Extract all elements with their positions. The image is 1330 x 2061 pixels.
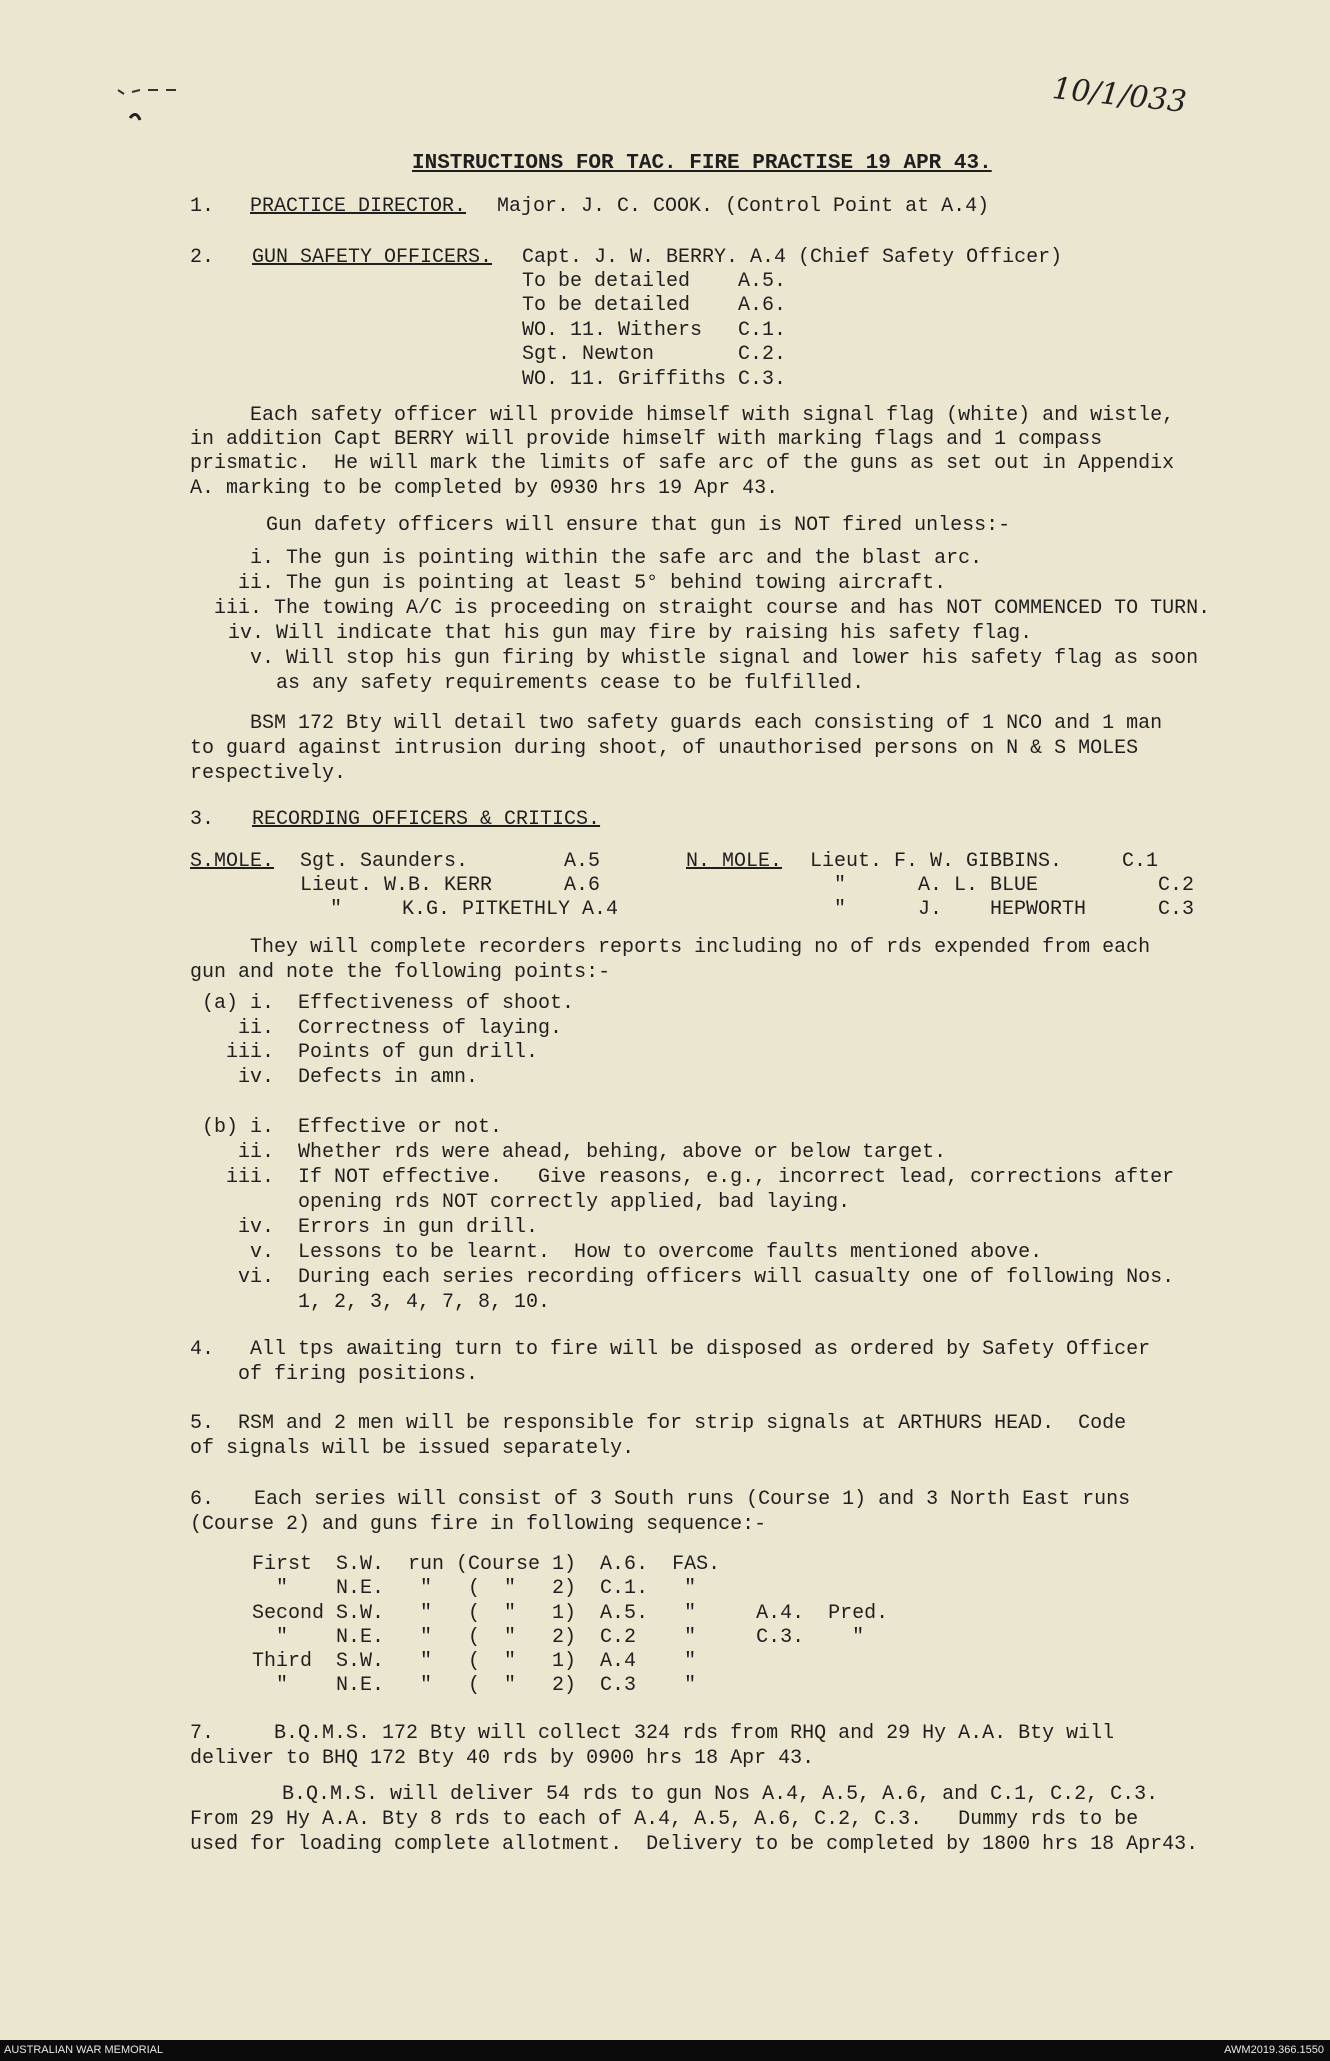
paragraph-line: Each safety officer will provide himself with signal flag (white) and wistle,	[250, 404, 1175, 427]
north-mole-row: " A. L. BLUE C.2	[834, 874, 1195, 897]
section-6-number: 6.	[190, 1488, 215, 1511]
paragraph-line: B.Q.M.S. 172 Bty will collect 324 rds from RHQ and 29 Hy A.A. Bty will	[274, 1722, 1115, 1745]
safety-officer-line: Capt. J. W. BERRY. A.4 (Chief Safety Officer)	[522, 246, 1063, 269]
north-mole-row: " J. HEPWORTH C.3	[834, 898, 1195, 921]
paragraph-line: deliver to BHQ 172 Bty 40 rds by 0900 hrs 18 Apr 43.	[190, 1747, 815, 1770]
paragraph-line: used for loading complete allotment. Delivery to be completed by 1800 hrs 18 Apr43.	[190, 1833, 1199, 1856]
safety-officer-line: WO. 11. Griffiths C.3.	[522, 368, 787, 391]
paragraph-line: All tps awaiting turn to fire will be disposed as ordered by Safety Officer	[250, 1338, 1151, 1361]
archive-footer	[0, 2040, 1330, 2061]
north-mole-label: N. MOLE.	[686, 850, 783, 873]
condition-item: ii. The gun is pointing at least 5° behind towing aircraft.	[238, 572, 947, 595]
paragraph-line: B.Q.M.S. will deliver 54 rds to gun Nos A.4, A.5, A.6, and C.1, C.2, C.3.	[282, 1783, 1159, 1806]
list-b-item: opening rds NOT correctly applied, bad laying.	[202, 1191, 851, 1214]
section-3-number: 3.	[190, 808, 215, 831]
condition-item: as any safety requirements cease to be fulfilled.	[276, 672, 865, 695]
list-a-item: iv. Defects in amn.	[202, 1066, 479, 1089]
list-b-item: (b) i. Effective or not.	[202, 1116, 503, 1139]
sequence-row: Third S.W. " ( " 1) A.4 "	[252, 1650, 697, 1673]
safety-officer-line: Sgt. Newton C.2.	[522, 343, 787, 366]
paragraph-line: (Course 2) and guns fire in following sequence:-	[190, 1513, 767, 1536]
paragraph-line: Each series will consist of 3 South runs (Course 1) and 3 North East runs	[254, 1488, 1131, 1511]
paragraph-line: RSM and 2 men will be responsible for strip signals at ARTHURS HEAD. Code	[238, 1412, 1127, 1435]
list-a-item: ii. Correctness of laying.	[202, 1017, 563, 1040]
paragraph-line: From 29 Hy A.A. Bty 8 rds to each of A.4, A.5, A.6, C.2, C.3. Dummy rds to be	[190, 1808, 1139, 1831]
sequence-row: " N.E. " ( " 2) C.1. "	[252, 1577, 697, 1600]
paragraph-line: of signals will be issued separately.	[190, 1437, 635, 1460]
sequence-row: Second S.W. " ( " 1) A.5. " A.4. Pred.	[252, 1602, 889, 1625]
section-2-heading: GUN SAFETY OFFICERS.	[252, 246, 493, 269]
condition-item: iv. Will indicate that his gun may fire by raising his safety flag.	[228, 622, 1033, 645]
section-4-number: 4.	[190, 1338, 215, 1361]
document-title: INSTRUCTIONS FOR TAC. FIRE PRACTISE 19 APR 43.	[412, 152, 992, 175]
list-a-item: iii. Points of gun drill.	[202, 1041, 539, 1064]
condition-item: iii. The towing A/C is proceeding on straight course and has NOT COMMENCED TO TURN.	[214, 597, 1211, 620]
paragraph-line: BSM 172 Bty will detail two safety guards each consisting of 1 NCO and 1 man	[250, 712, 1163, 735]
list-b-item: ii. Whether rds were ahead, behing, above or below target.	[202, 1141, 947, 1164]
paragraph-line: prismatic. He will mark the limits of safe arc of the guns as set out in Appendix	[190, 452, 1175, 475]
conditions-intro: Gun dafety officers will ensure that gun is NOT fired unless:-	[266, 514, 1011, 537]
handwritten-marks-icon	[110, 78, 190, 138]
paragraph-line: to guard against intrusion during shoot, of unauthorised persons on N & S MOLES	[190, 737, 1139, 760]
condition-item: v. Will stop his gun firing by whistle signal and lower his safety flag as soon	[250, 647, 1199, 670]
list-b-item: v. Lessons to be learnt. How to overcome faults mentioned above.	[202, 1241, 1043, 1264]
south-mole-row: Sgt. Saunders. A.5	[300, 850, 601, 873]
list-b-item: iv. Errors in gun drill.	[202, 1216, 539, 1239]
sequence-row: " N.E. " ( " 2) C.3 "	[252, 1674, 697, 1697]
section-1-heading: PRACTICE DIRECTOR.	[250, 195, 467, 218]
north-mole-row: Lieut. F. W. GIBBINS. C.1	[810, 850, 1159, 873]
paragraph-line: of firing positions.	[238, 1363, 479, 1386]
paragraph-line: gun and note the following points:-	[190, 961, 611, 984]
paragraph-line: They will complete recorders reports including no of rds expended from each	[250, 936, 1151, 959]
south-mole-label: S.MOLE.	[190, 850, 275, 873]
paragraph-line: A. marking to be completed by 0930 hrs 19 Apr 43.	[190, 477, 779, 500]
section-7-number: 7.	[190, 1722, 215, 1745]
paragraph-line: respectively.	[190, 762, 347, 785]
safety-officer-line: To be detailed A.6.	[522, 294, 787, 317]
list-b-item: 1, 2, 3, 4, 7, 8, 10.	[202, 1291, 551, 1314]
archive-name: AUSTRALIAN WAR MEMORIAL	[4, 2044, 164, 2056]
list-b-item: vi. During each series recording officers will casualty one of following Nos.	[202, 1266, 1175, 1289]
list-b-item: iii. If NOT effective. Give reasons, e.g., incorrect lead, corrections after	[202, 1166, 1175, 1189]
list-a-item: (a) i. Effectiveness of shoot.	[202, 992, 575, 1015]
sequence-row: First S.W. run (Course 1) A.6. FAS.	[252, 1553, 721, 1576]
section-1-text: Major. J. C. COOK. (Control Point at A.4)	[497, 195, 990, 218]
section-3-heading: RECORDING OFFICERS & CRITICS.	[252, 808, 601, 831]
reference-note: 10/1/033	[1050, 71, 1189, 120]
paragraph-line: in addition Capt BERRY will provide himself with marking flags and 1 compass	[190, 428, 1103, 451]
safety-officer-line: To be detailed A.5.	[522, 270, 787, 293]
section-5-number: 5.	[190, 1412, 215, 1435]
archive-id: AWM2019.366.1550	[1224, 2044, 1324, 2056]
condition-item: i. The gun is pointing within the safe arc and the blast arc.	[250, 547, 983, 570]
south-mole-row: " K.G. PITKETHLY A.4	[330, 898, 619, 921]
section-2-number: 2.	[190, 246, 215, 269]
south-mole-row: Lieut. W.B. KERR A.6	[300, 874, 601, 897]
safety-officer-line: WO. 11. Withers C.1.	[522, 319, 787, 342]
sequence-row: " N.E. " ( " 2) C.2 " C.3. "	[252, 1626, 865, 1649]
section-1-number: 1.	[190, 195, 215, 218]
